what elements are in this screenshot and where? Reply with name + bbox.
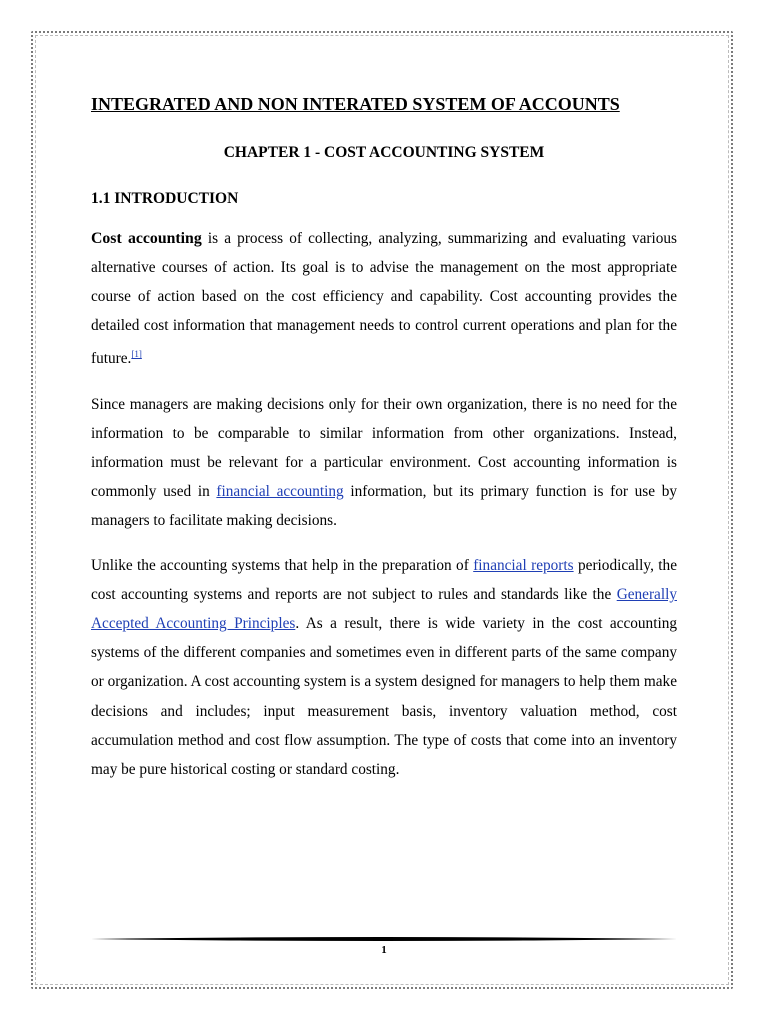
paragraph-managers (91, 390, 677, 535)
term-cost-accounting: Cost accounting (91, 230, 202, 247)
document-body (91, 91, 677, 800)
document-title: INTEGRATED AND NON INTERATED SYSTEM OF ACCOUNTS (91, 94, 620, 114)
paragraph-intro-text: is a process of collecting, analyzing, summarizing and evaluating various alternative courses of action. Its goal is to advise the management on the most appropriate course of action based on the cost efficiency and capability. Cost accounting provides the detailed cost information that management needs to control current operations and plan for the future. (91, 230, 677, 368)
financial-reports-link[interactable]: financial reports (473, 557, 574, 575)
paragraph-systems-text-2: periodically, the cost accounting systems and reports are not subject to rules and standards like the (91, 557, 677, 604)
paragraph-systems-text-1: Unlike the accounting systems that help in the preparation of (91, 557, 474, 575)
paragraph-intro (91, 224, 677, 374)
paragraph-managers-text-1: Since managers are making decisions only for their own organization, there is no need for the information to be comparable to similar information from other organizations. Instead, information must be relevant for a particular environment. Cost accounting information is commonly used in (91, 395, 677, 500)
paragraph-systems-text-3: . As a result, there is wide variety in the cost accounting systems of the different companies and sometimes even in different parts of the same company or organization. A cost accounting system is a system designed for managers to help them make decisions and includes; input measurement basis, inventory valuation method, cost accumulation method and cost flow assumption. The type of costs that come into an inventory may be pure historical costing or standard costing. (91, 615, 677, 778)
section-title: 1.1 INTRODUCTION (91, 190, 239, 207)
footnote-link[interactable]: [1] (131, 349, 142, 360)
chapter-title: CHAPTER 1 - COST ACCOUNTING SYSTEM (223, 144, 545, 161)
paragraph-managers-text-2: information, but its primary function is for use by managers to facilitate making decisions. (91, 482, 677, 529)
gaap-link[interactable]: Generally Accepted Accounting Principles (91, 586, 677, 633)
footer-rule (91, 936, 677, 942)
page-number: 1 (381, 944, 387, 956)
financial-accounting-link[interactable]: financial accounting (216, 482, 344, 500)
paragraph-systems (91, 551, 677, 784)
